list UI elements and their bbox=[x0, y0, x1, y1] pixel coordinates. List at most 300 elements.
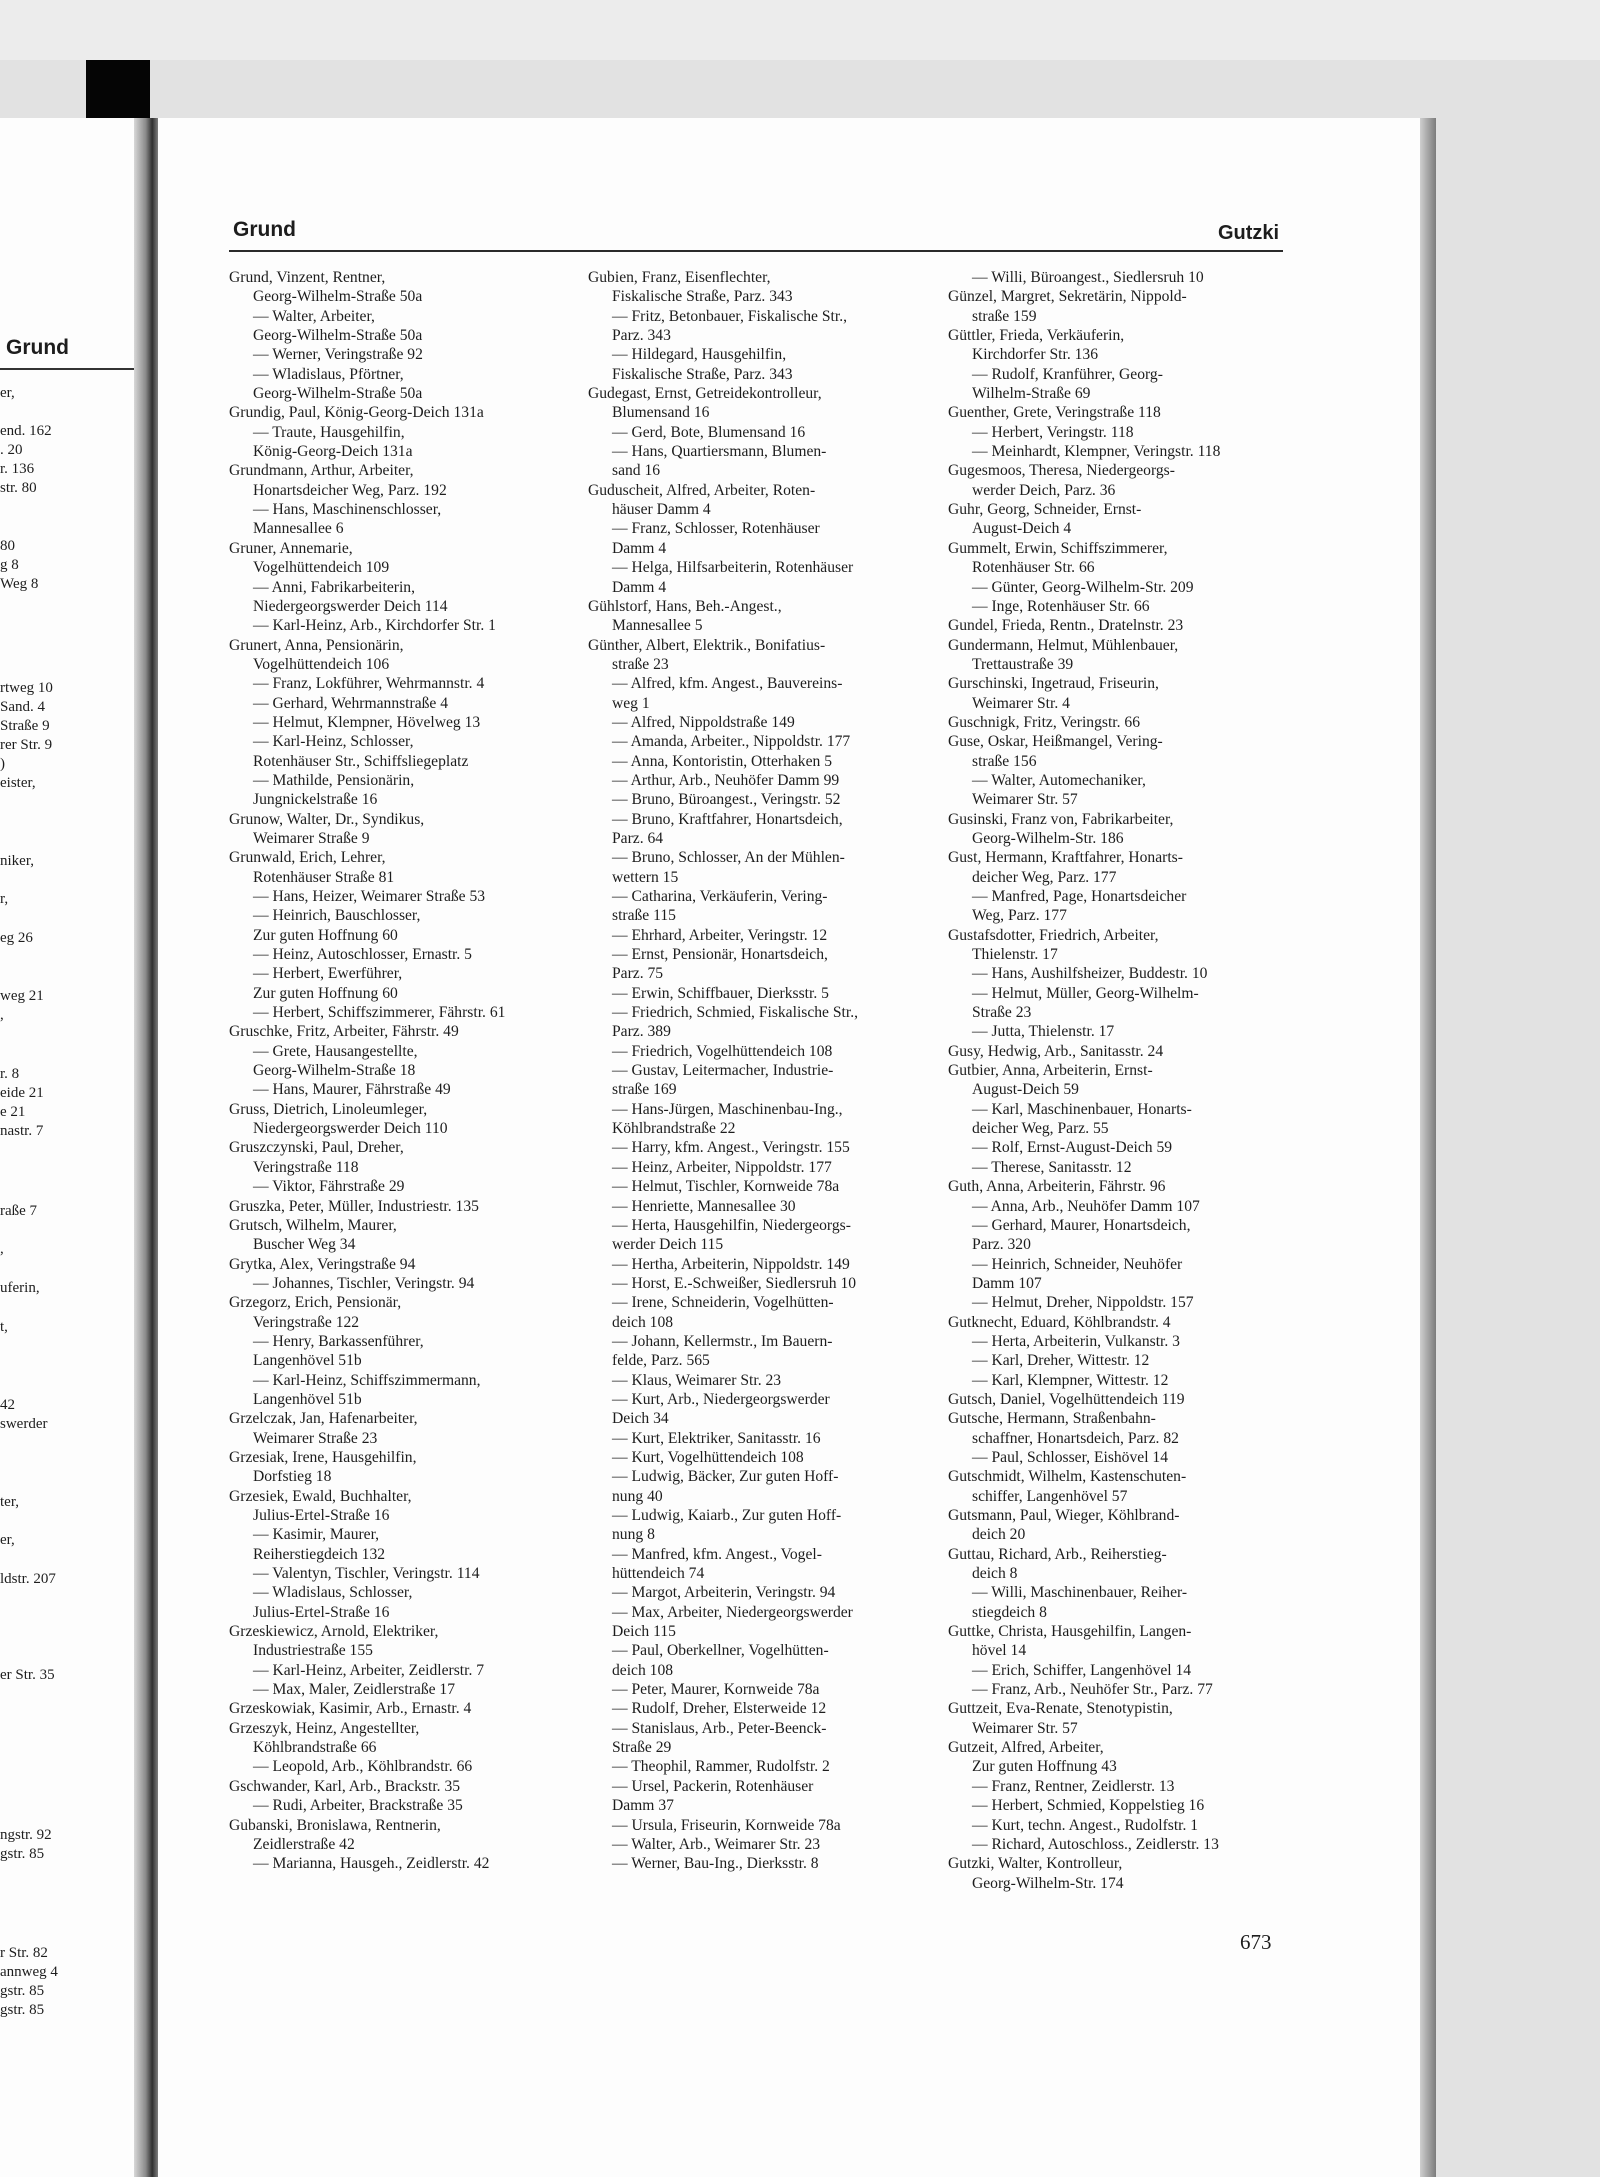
header-rule bbox=[229, 250, 1283, 252]
directory-entry-line: — Helmut, Klempner, Hövelweg 13 bbox=[253, 713, 481, 731]
directory-entry-line: straße 159 bbox=[972, 307, 1037, 325]
directory-entry-line: — Horst, E.-Schweißer, Siedlersruh 10 bbox=[612, 1274, 857, 1292]
directory-entry-line: — Rudolf, Dreher, Elsterweide 12 bbox=[612, 1700, 827, 1718]
directory-entry-line: Grzesiak, Irene, Hausgehilfin, bbox=[229, 1448, 417, 1466]
page-edge-shadow bbox=[1420, 118, 1436, 2177]
directory-entry-line: Güttler, Frieda, Verkäuferin, bbox=[948, 327, 1125, 345]
directory-entry-line: — Kasimir, Maurer, bbox=[253, 1526, 380, 1544]
directory-entry-line: Langenhövel 51b bbox=[253, 1352, 362, 1370]
directory-entry-line: — Herta, Arbeiterin, Vulkanstr. 3 bbox=[972, 1332, 1180, 1350]
previous-page-line: Sand. 4 bbox=[0, 699, 45, 715]
directory-entry-line: — Ursula, Friseurin, Kornweide 78a bbox=[612, 1816, 841, 1834]
directory-entry-line: — Inge, Rotenhäuser Str. 66 bbox=[972, 597, 1150, 615]
directory-entry-line: — Walter, Automechaniker, bbox=[972, 771, 1146, 789]
directory-entry-line: — Franz, Rentner, Zeidlerstr. 13 bbox=[972, 1777, 1175, 1795]
directory-entry-line: Parz. 320 bbox=[972, 1236, 1031, 1254]
directory-entry-line: — Friedrich, Schmied, Fiskalische Str., bbox=[612, 1004, 859, 1022]
directory-entry-line: — Catharina, Verkäuferin, Vering- bbox=[612, 888, 828, 905]
directory-entry-line: Grzeskowiak, Kasimir, Arb., Ernastr. 4 bbox=[229, 1700, 472, 1718]
directory-entry-line: Georg-Wilhelm-Str. 174 bbox=[972, 1874, 1124, 1892]
directory-entry-line: — Therese, Sanitasstr. 12 bbox=[972, 1158, 1132, 1176]
directory-entry-line: Gundel, Frieda, Rentn., Dratelnstr. 23 bbox=[948, 617, 1184, 635]
directory-entry-line: — Gustav, Leitermacher, Industrie- bbox=[612, 1062, 834, 1080]
running-header-right: Gutzki bbox=[1218, 222, 1280, 244]
directory-entry-line: — Gerhard, Wehrmannstraße 4 bbox=[253, 694, 449, 712]
previous-page-line: gstr. 85 bbox=[0, 1983, 45, 1999]
directory-entry-line: Guttzeit, Eva-Renate, Stenotypistin, bbox=[948, 1700, 1173, 1718]
directory-entry-line: Grunert, Anna, Pensionärin, bbox=[229, 636, 404, 654]
directory-entry-line: — Herbert, Schiffszimmerer, Fährstr. 61 bbox=[253, 1004, 506, 1022]
directory-entry-line: Deich 115 bbox=[612, 1623, 676, 1641]
directory-entry-line: Grund, Vinzent, Rentner, bbox=[229, 269, 386, 286]
directory-entry-line: Damm 107 bbox=[972, 1274, 1042, 1292]
directory-entry-line: — Gerd, Bote, Blumensand 16 bbox=[612, 423, 806, 441]
directory-entry-line: Dorfstieg 18 bbox=[253, 1468, 332, 1486]
directory-entry-line: — Karl, Klempner, Wittestr. 12 bbox=[972, 1371, 1169, 1389]
previous-page-fragment bbox=[0, 118, 148, 2177]
directory-entry-line: Georg-Wilhelm-Str. 186 bbox=[972, 829, 1124, 847]
directory-entry-line: — Rudolf, Kranführer, Georg- bbox=[972, 365, 1163, 383]
directory-entry-line: Gubien, Franz, Eisenflechter, bbox=[588, 269, 771, 286]
previous-page-line: er, bbox=[0, 1532, 15, 1548]
directory-entry-line: Gruszka, Peter, Müller, Industriestr. 135 bbox=[229, 1197, 479, 1215]
directory-entry-line: Weimarer Straße 9 bbox=[253, 829, 370, 847]
previous-page-line: annweg 4 bbox=[0, 1964, 58, 1980]
directory-entry-line: straße 169 bbox=[612, 1081, 677, 1099]
directory-entry-line: — Kurt, Vogelhüttendeich 108 bbox=[612, 1448, 804, 1466]
directory-entry-line: straße 115 bbox=[612, 907, 676, 925]
directory-entry-line: Weg, Parz. 177 bbox=[972, 907, 1067, 925]
directory-entry-line: wettern 15 bbox=[612, 868, 679, 886]
directory-entry-line: Guttau, Richard, Arb., Reiherstieg- bbox=[948, 1545, 1167, 1563]
directory-entry-line: Gummelt, Erwin, Schiffszimmerer, bbox=[948, 539, 1168, 557]
previous-page-line: rer Str. 9 bbox=[0, 737, 53, 753]
previous-page-line: ter, bbox=[0, 1494, 19, 1510]
directory-entry-line: Weimarer Str. 57 bbox=[972, 791, 1078, 809]
previous-page-line: r Str. 82 bbox=[0, 1945, 48, 1961]
previous-page-line: raße 7 bbox=[0, 1203, 38, 1219]
directory-entry-line: August-Deich 4 bbox=[972, 520, 1072, 538]
directory-entry-line: Zur guten Hoffnung 60 bbox=[253, 984, 398, 1002]
directory-entry-line: — Manfred, kfm. Angest., Vogel- bbox=[612, 1545, 822, 1563]
directory-entry-line: — Viktor, Fährstraße 29 bbox=[253, 1178, 405, 1196]
directory-entry-line: Honartsdeicher Weg, Parz. 192 bbox=[253, 481, 447, 499]
directory-entry-line: — Walter, Arbeiter, bbox=[253, 307, 375, 325]
previous-page-line: r, bbox=[0, 891, 9, 907]
directory-entry-line: Georg-Wilhelm-Straße 50a bbox=[253, 327, 423, 345]
directory-entry-line: — Gerhard, Maurer, Honartsdeich, bbox=[972, 1216, 1191, 1234]
directory-column-2 bbox=[588, 268, 922, 1874]
directory-entry-line: — Karl-Heinz, Schlosser, bbox=[253, 733, 414, 751]
directory-entry-line: straße 156 bbox=[972, 752, 1037, 770]
directory-entry-line: Rotenhäuser Str. 66 bbox=[972, 559, 1095, 577]
directory-entry-line: — Franz, Arb., Neuhöfer Str., Parz. 77 bbox=[972, 1681, 1213, 1699]
directory-entry-line: — Ludwig, Bäcker, Zur guten Hoff- bbox=[612, 1468, 839, 1486]
directory-entry-line: Gust, Hermann, Kraftfahrer, Honarts- bbox=[948, 849, 1183, 867]
directory-entry-line: Mannesallee 6 bbox=[253, 520, 344, 538]
directory-entry-line: schaffner, Honartsdeich, Parz. 82 bbox=[972, 1429, 1179, 1447]
directory-entry-line: Wilhelm-Straße 69 bbox=[972, 385, 1091, 403]
previous-page-line: niker, bbox=[0, 853, 34, 869]
directory-entry-line: Gundermann, Helmut, Mühlenbauer, bbox=[948, 636, 1179, 654]
directory-entry-line: Grzelczak, Jan, Hafenarbeiter, bbox=[229, 1410, 418, 1428]
directory-entry-line: Guse, Oskar, Heißmangel, Vering- bbox=[948, 733, 1163, 751]
directory-entry-line: Gutbier, Anna, Arbeiterin, Ernst- bbox=[948, 1062, 1153, 1080]
directory-entry-line: Trettaustraße 39 bbox=[972, 655, 1074, 673]
directory-entry-line: Grzeskiewicz, Arnold, Elektriker, bbox=[229, 1623, 439, 1641]
directory-entry-line: — Heinrich, Schneider, Neuhöfer bbox=[972, 1255, 1183, 1273]
directory-entry-line: — Hans, Heizer, Weimarer Straße 53 bbox=[253, 888, 486, 905]
directory-entry-line: Gutschmidt, Wilhelm, Kastenschuten- bbox=[948, 1468, 1187, 1486]
directory-entry-line: — Heinz, Autoschlosser, Ernastr. 5 bbox=[253, 946, 472, 964]
directory-entry-line: August-Deich 59 bbox=[972, 1081, 1079, 1099]
directory-entry-line: Gusinski, Franz von, Fabrikarbeiter, bbox=[948, 810, 1174, 828]
directory-entry-line: — Hertha, Arbeiterin, Nippoldstr. 149 bbox=[612, 1255, 850, 1273]
directory-entry-line: Gutsch, Daniel, Vogelhüttendeich 119 bbox=[948, 1390, 1185, 1408]
directory-entry-line: — Irene, Schneiderin, Vogelhütten- bbox=[612, 1294, 834, 1312]
directory-entry-line: — Theophil, Rammer, Rudolfstr. 2 bbox=[612, 1758, 830, 1776]
directory-entry-line: Georg-Wilhelm-Straße 18 bbox=[253, 1062, 416, 1080]
directory-entry-line: Gruner, Annemarie, bbox=[229, 539, 353, 557]
directory-entry-line: — Günter, Georg-Wilhelm-Str. 209 bbox=[972, 578, 1194, 596]
directory-entry-line: — Richard, Autoschloss., Zeidlerstr. 13 bbox=[972, 1835, 1219, 1853]
previous-page-header: Grund bbox=[6, 336, 69, 359]
directory-entry-line: — Marianna, Hausgeh., Zeidlerstr. 42 bbox=[253, 1855, 490, 1873]
directory-entry-line: — Traute, Hausgehilfin, bbox=[253, 423, 405, 441]
running-header-left: Grund bbox=[233, 218, 296, 241]
previous-page-line: t, bbox=[0, 1319, 8, 1335]
directory-entry-line: deicher Weg, Parz. 177 bbox=[972, 868, 1117, 886]
directory-entry-line: — Ehrhard, Arbeiter, Veringstr. 12 bbox=[612, 926, 828, 944]
directory-entry-line: Grunow, Walter, Dr., Syndikus, bbox=[229, 810, 425, 828]
previous-page-line: ldstr. 207 bbox=[0, 1571, 56, 1587]
directory-entry-line: Julius-Ertel-Straße 16 bbox=[253, 1603, 390, 1621]
directory-entry-line: — Hildegard, Hausgehilfin, bbox=[612, 346, 787, 364]
directory-entry-line: Weimarer Straße 23 bbox=[253, 1429, 378, 1447]
directory-entry-line: Straße 29 bbox=[612, 1739, 672, 1757]
directory-entry-line: Gurschinski, Ingetraud, Friseurin, bbox=[948, 675, 1159, 693]
directory-entry-line: Jungnickelstraße 16 bbox=[253, 791, 378, 809]
directory-entry-line: — Ursel, Packerin, Rotenhäuser bbox=[612, 1777, 814, 1795]
previous-page-line: 80 bbox=[0, 538, 15, 554]
directory-entry-line: — Herbert, Schmied, Koppelstieg 16 bbox=[972, 1797, 1205, 1815]
directory-column-3 bbox=[948, 268, 1284, 1893]
directory-entry-line: Guduscheit, Alfred, Arbeiter, Roten- bbox=[588, 481, 816, 499]
directory-entry-line: Gschwander, Karl, Arb., Brackstr. 35 bbox=[229, 1777, 461, 1795]
directory-entry-line: — Wladislaus, Pförtner, bbox=[253, 365, 404, 383]
directory-entry-line: Gutzeit, Alfred, Arbeiter, bbox=[948, 1739, 1104, 1757]
directory-entry-line: — Karl-Heinz, Arbeiter, Zeidlerstr. 7 bbox=[253, 1661, 485, 1679]
directory-entry-line: Gutknecht, Eduard, Köhlbrandstr. 4 bbox=[948, 1313, 1171, 1331]
directory-entry-line: Grundig, Paul, König-Georg-Deich 131a bbox=[229, 404, 484, 422]
directory-entry-line: — Manfred, Page, Honartsdeicher bbox=[972, 888, 1187, 905]
directory-entry-line: Grunwald, Erich, Lehrer, bbox=[229, 849, 386, 867]
directory-entry-line: Gruszczynski, Paul, Dreher, bbox=[229, 1139, 404, 1157]
book-binding bbox=[86, 60, 150, 122]
directory-entry-line: — Grete, Hausangestellte, bbox=[253, 1042, 418, 1060]
previous-page-line: r. 136 bbox=[0, 461, 35, 477]
previous-page-line: gstr. 85 bbox=[0, 1846, 45, 1862]
directory-entry-line: — Werner, Veringstraße 92 bbox=[253, 346, 423, 364]
previous-page-line: , bbox=[0, 1007, 4, 1023]
directory-entry-line: Thielenstr. 17 bbox=[972, 946, 1058, 964]
directory-entry-line: — Max, Maler, Zeidlerstraße 17 bbox=[253, 1681, 456, 1699]
directory-entry-line: Grzeszyk, Heinz, Angestellter, bbox=[229, 1719, 420, 1737]
directory-entry-line: Köhlbrandstraße 66 bbox=[253, 1739, 377, 1757]
directory-entry-line: Weimarer Str. 4 bbox=[972, 694, 1070, 712]
directory-entry-line: Vogelhüttendeich 109 bbox=[253, 559, 390, 577]
previous-page-line: Straße 9 bbox=[0, 718, 50, 734]
directory-entry-line: — Paul, Schlosser, Eishövel 14 bbox=[972, 1448, 1169, 1466]
directory-entry-line: Damm 37 bbox=[612, 1797, 674, 1815]
directory-entry-line: — Karl, Maschinenbauer, Honarts- bbox=[972, 1100, 1192, 1118]
previous-page-line: 42 bbox=[0, 1397, 15, 1413]
directory-entry-line: straße 23 bbox=[612, 655, 669, 673]
directory-entry-line: weg 1 bbox=[612, 694, 650, 712]
directory-entry-line: deich 108 bbox=[612, 1661, 674, 1679]
directory-entry-line: werder Deich 115 bbox=[612, 1236, 724, 1254]
previous-page-line: , bbox=[0, 1241, 4, 1257]
directory-entry-line: — Johannes, Tischler, Veringstr. 94 bbox=[253, 1274, 475, 1292]
previous-page-line: str. 80 bbox=[0, 480, 37, 496]
directory-entry-line: Fiskalische Straße, Parz. 343 bbox=[612, 288, 793, 306]
directory-entry-line: — Kurt, Arb., Niedergeorgswerder bbox=[612, 1390, 830, 1408]
directory-entry-line: — Hans, Quartiersmann, Blumen- bbox=[612, 443, 827, 461]
directory-entry-line: — Heinz, Arbeiter, Nippoldstr. 177 bbox=[612, 1158, 832, 1176]
directory-entry-line: — Jutta, Thielenstr. 17 bbox=[972, 1023, 1115, 1041]
directory-entry-line: Niedergeorgswerder Deich 110 bbox=[253, 1120, 448, 1138]
directory-entry-line: Reiherstiegdeich 132 bbox=[253, 1545, 386, 1563]
directory-entry-line: — Anna, Arb., Neuhöfer Damm 107 bbox=[972, 1197, 1200, 1215]
directory-entry-line: Grutsch, Wilhelm, Maurer, bbox=[229, 1216, 397, 1234]
directory-entry-line: Vogelhüttendeich 106 bbox=[253, 655, 390, 673]
directory-entry-line: — Herbert, Ewerführer, bbox=[253, 965, 403, 983]
directory-entry-line: Grzesiek, Ewald, Buchhalter, bbox=[229, 1487, 412, 1505]
directory-entry-line: — Meinhardt, Klempner, Veringstr. 118 bbox=[972, 443, 1221, 461]
directory-entry-line: Weimarer Str. 57 bbox=[972, 1719, 1078, 1737]
directory-entry-line: Zur guten Hoffnung 43 bbox=[972, 1758, 1117, 1776]
directory-entry-line: — Friedrich, Vogelhüttendeich 108 bbox=[612, 1042, 833, 1060]
directory-entry-line: Zeidlerstraße 42 bbox=[253, 1835, 355, 1853]
directory-entry-line: Rotenhäuser Straße 81 bbox=[253, 868, 395, 886]
directory-entry-line: — Hans-Jürgen, Maschinenbau-Ing., bbox=[612, 1100, 843, 1118]
directory-entry-line: — Willi, Maschinenbauer, Reiher- bbox=[972, 1584, 1188, 1602]
previous-page-line: end. 162 bbox=[0, 423, 52, 439]
directory-entry-line: — Bruno, Schlosser, An der Mühlen- bbox=[612, 849, 845, 867]
directory-entry-line: — Ernst, Pensionär, Honartsdeich, bbox=[612, 946, 828, 964]
directory-entry-line: — Karl, Dreher, Wittestr. 12 bbox=[972, 1352, 1150, 1370]
directory-entry-line: hövel 14 bbox=[972, 1642, 1027, 1660]
previous-page-line: uferin, bbox=[0, 1280, 40, 1296]
directory-entry-line: Kirchdorfer Str. 136 bbox=[972, 346, 1099, 364]
directory-entry-line: Industriestraße 155 bbox=[253, 1642, 373, 1660]
directory-entry-line: hüttendeich 74 bbox=[612, 1565, 705, 1583]
directory-entry-line: Gutsche, Hermann, Straßenbahn- bbox=[948, 1410, 1156, 1428]
directory-entry-line: — Henriette, Mannesallee 30 bbox=[612, 1197, 796, 1215]
directory-entry-line: — Arthur, Arb., Neuhöfer Damm 99 bbox=[612, 771, 840, 789]
directory-entry-line: werder Deich, Parz. 36 bbox=[972, 481, 1116, 499]
directory-entry-line: — Karl-Heinz, Arb., Kirchdorfer Str. 1 bbox=[253, 617, 496, 635]
directory-entry-line: Straße 23 bbox=[972, 1004, 1032, 1022]
directory-entry-line: — Karl-Heinz, Schiffszimmermann, bbox=[253, 1371, 481, 1389]
directory-entry-line: Zur guten Hoffnung 60 bbox=[253, 926, 398, 944]
directory-entry-line: Deich 34 bbox=[612, 1410, 669, 1428]
directory-entry-line: — Kurt, Elektriker, Sanitasstr. 16 bbox=[612, 1429, 821, 1447]
previous-page-line: g 8 bbox=[0, 557, 19, 573]
directory-entry-line: — Hans, Maurer, Fährstraße 49 bbox=[253, 1081, 451, 1099]
directory-entry-line: — Harry, kfm. Angest., Veringstr. 155 bbox=[612, 1139, 850, 1157]
directory-entry-line: häuser Damm 4 bbox=[612, 501, 711, 519]
directory-entry-line: Guschnigk, Fritz, Veringstr. 66 bbox=[948, 713, 1141, 731]
previous-page-line: eister, bbox=[0, 775, 36, 791]
directory-entry-line: Guth, Anna, Arbeiterin, Fährstr. 96 bbox=[948, 1178, 1166, 1196]
previous-page-line: nastr. 7 bbox=[0, 1123, 44, 1139]
page-number: 673 bbox=[1240, 1930, 1272, 1954]
previous-page-line: eide 21 bbox=[0, 1085, 44, 1101]
directory-entry-line: Gugesmoos, Theresa, Niedergeorgs- bbox=[948, 462, 1175, 480]
directory-entry-line: — Heinrich, Bauschlosser, bbox=[253, 907, 421, 925]
directory-entry-line: Günzel, Margret, Sekretärin, Nippold- bbox=[948, 288, 1187, 306]
directory-entry-line: Gühlstorf, Hans, Beh.-Angest., bbox=[588, 597, 782, 615]
directory-entry-line: Blumensand 16 bbox=[612, 404, 710, 422]
directory-entry-line: Veringstraße 122 bbox=[253, 1313, 360, 1331]
directory-column-1 bbox=[229, 268, 559, 1874]
previous-page-line: Weg 8 bbox=[0, 576, 39, 592]
directory-entry-line: König-Georg-Deich 131a bbox=[253, 443, 413, 461]
previous-page-line: e 21 bbox=[0, 1104, 26, 1120]
directory-entry-line: — Rudi, Arbeiter, Brackstraße 35 bbox=[253, 1797, 463, 1815]
directory-entry-line: Damm 4 bbox=[612, 539, 667, 557]
directory-entry-line: — Erich, Schiffer, Langenhövel 14 bbox=[972, 1661, 1192, 1679]
directory-entry-line: stiegdeich 8 bbox=[972, 1603, 1047, 1621]
previous-page-line: eg 26 bbox=[0, 930, 33, 946]
directory-entry-line: — Walter, Arb., Weimarer Str. 23 bbox=[612, 1835, 821, 1853]
previous-page-line: er, bbox=[0, 385, 15, 401]
directory-entry-line: — Paul, Oberkellner, Vogelhütten- bbox=[612, 1642, 829, 1660]
directory-entry-line: Gustafsdotter, Friedrich, Arbeiter, bbox=[948, 926, 1159, 944]
directory-entry-line: Langenhövel 51b bbox=[253, 1390, 362, 1408]
directory-entry-line: deich 8 bbox=[972, 1565, 1018, 1583]
directory-entry-line: Parz. 64 bbox=[612, 829, 664, 847]
directory-entry-line: — Alfred, Nippoldstraße 149 bbox=[612, 713, 795, 731]
directory-entry-line: — Wladislaus, Schlosser, bbox=[253, 1584, 413, 1602]
previous-page-line: ) bbox=[0, 756, 5, 772]
directory-entry-line: — Franz, Schlosser, Rotenhäuser bbox=[612, 520, 820, 538]
directory-entry-line: — Hans, Maschinenschlosser, bbox=[253, 501, 442, 519]
directory-entry-line: — Stanislaus, Arb., Peter-Beenck- bbox=[612, 1719, 827, 1737]
directory-entry-line: — Fritz, Betonbauer, Fiskalische Str., bbox=[612, 307, 847, 325]
previous-page-line: ngstr. 92 bbox=[0, 1827, 52, 1843]
directory-entry-line: Guhr, Georg, Schneider, Ernst- bbox=[948, 501, 1142, 519]
directory-entry-line: Parz. 75 bbox=[612, 965, 664, 983]
directory-entry-line: — Erwin, Schiffbauer, Dierksstr. 5 bbox=[612, 984, 829, 1002]
previous-page-rule bbox=[0, 368, 140, 370]
directory-entry-line: Gruss, Dietrich, Linoleumleger, bbox=[229, 1100, 428, 1118]
directory-entry-line: Parz. 343 bbox=[612, 327, 671, 345]
directory-entry-line: Gudegast, Ernst, Getreidekontrolleur, bbox=[588, 385, 822, 403]
directory-entry-line: Georg-Wilhelm-Straße 50a bbox=[253, 385, 423, 403]
directory-entry-line: Mannesallee 5 bbox=[612, 617, 703, 635]
directory-entry-line: Grundmann, Arthur, Arbeiter, bbox=[229, 462, 414, 480]
directory-entry-line: — Helga, Hilfsarbeiterin, Rotenhäuser bbox=[612, 559, 854, 577]
directory-entry-line: deicher Weg, Parz. 55 bbox=[972, 1120, 1109, 1138]
previous-page-line: r. 8 bbox=[0, 1066, 20, 1082]
gutter-shadow bbox=[134, 118, 160, 2177]
directory-entry-line: — Johann, Kellermstr., Im Bauern- bbox=[612, 1332, 833, 1350]
previous-page-line: rtweg 10 bbox=[0, 680, 53, 696]
directory-entry-line: Grzegorz, Erich, Pensionär, bbox=[229, 1294, 402, 1312]
directory-entry-line: — Willi, Büroangest., Siedlersruh 10 bbox=[972, 269, 1204, 286]
directory-entry-line: Rotenhäuser Str., Schiffsliegeplatz bbox=[253, 752, 469, 770]
directory-entry-line: Gruschke, Fritz, Arbeiter, Fährstr. 49 bbox=[229, 1023, 459, 1041]
directory-entry-line: — Helmut, Müller, Georg-Wilhelm- bbox=[972, 984, 1199, 1002]
directory-entry-line: — Herta, Hausgehilfin, Niedergeorgs- bbox=[612, 1216, 851, 1234]
directory-entry-line: — Valentyn, Tischler, Veringstr. 114 bbox=[253, 1565, 480, 1583]
directory-entry-line: Damm 4 bbox=[612, 578, 667, 596]
directory-entry-line: — Ludwig, Kaiarb., Zur guten Hoff- bbox=[612, 1507, 842, 1524]
directory-entry-line: Buscher Weg 34 bbox=[253, 1236, 356, 1254]
directory-entry-line: schiffer, Langenhövel 57 bbox=[972, 1487, 1128, 1505]
directory-entry-line: — Rolf, Ernst-August-Deich 59 bbox=[972, 1139, 1173, 1157]
directory-entry-line: Georg-Wilhelm-Straße 50a bbox=[253, 288, 423, 306]
directory-entry-line: — Kurt, techn. Angest., Rudolfstr. 1 bbox=[972, 1816, 1199, 1834]
directory-entry-line: deich 108 bbox=[612, 1313, 674, 1331]
directory-entry-line: Grytka, Alex, Veringstraße 94 bbox=[229, 1255, 416, 1273]
directory-entry-line: Julius-Ertel-Straße 16 bbox=[253, 1507, 390, 1524]
directory-entry-line: — Amanda, Arbeiter., Nippoldstr. 177 bbox=[612, 733, 851, 751]
directory-entry-line: — Peter, Maurer, Kornweide 78a bbox=[612, 1681, 820, 1699]
directory-entry-line: Gusy, Hedwig, Arb., Sanitasstr. 24 bbox=[948, 1042, 1164, 1060]
directory-entry-line: nung 40 bbox=[612, 1487, 663, 1505]
directory-entry-line: — Bruno, Kraftfahrer, Honartsdeich, bbox=[612, 810, 843, 828]
directory-entry-line: — Bruno, Büroangest., Veringstr. 52 bbox=[612, 791, 841, 809]
directory-entry-line: Gubanski, Bronislawa, Rentnerin, bbox=[229, 1816, 441, 1834]
directory-entry-line: — Klaus, Weimarer Str. 23 bbox=[612, 1371, 782, 1389]
previous-page-line: weg 21 bbox=[0, 988, 44, 1004]
directory-entry-line: Fiskalische Straße, Parz. 343 bbox=[612, 365, 793, 383]
directory-entry-line: Guttke, Christa, Hausgehilfin, Langen- bbox=[948, 1623, 1192, 1641]
directory-entry-line: Gutzki, Walter, Kontrolleur, bbox=[948, 1855, 1123, 1873]
directory-entry-line: — Leopold, Arb., Köhlbrandstr. 66 bbox=[253, 1758, 473, 1776]
directory-entry-line: — Anna, Kontoristin, Otterhaken 5 bbox=[612, 752, 833, 770]
directory-entry-line: Niedergeorgswerder Deich 114 bbox=[253, 597, 448, 615]
directory-entry-line: sand 16 bbox=[612, 462, 661, 480]
directory-entry-line: Günther, Albert, Elektrik., Bonifatius- bbox=[588, 636, 826, 654]
directory-entry-line: felde, Parz. 565 bbox=[612, 1352, 710, 1370]
directory-entry-line: — Helmut, Tischler, Kornweide 78a bbox=[612, 1178, 840, 1196]
directory-entry-line: — Margot, Arbeiterin, Veringstr. 94 bbox=[612, 1584, 836, 1602]
directory-entry-line: Guenther, Grete, Veringstraße 118 bbox=[948, 404, 1161, 422]
previous-page-line: swerder bbox=[0, 1416, 48, 1432]
directory-entry-line: — Franz, Lokführer, Wehrmannstr. 4 bbox=[253, 675, 485, 693]
directory-entry-line: Gutsmann, Paul, Wieger, Köhlbrand- bbox=[948, 1507, 1180, 1524]
directory-entry-line: — Helmut, Dreher, Nippoldstr. 157 bbox=[972, 1294, 1194, 1312]
directory-entry-line: — Hans, Aushilfsheizer, Buddestr. 10 bbox=[972, 965, 1208, 983]
directory-entry-line: deich 20 bbox=[972, 1526, 1026, 1544]
directory-entry-line: — Alfred, kfm. Angest., Bauvereins- bbox=[612, 675, 843, 693]
directory-entry-line: — Mathilde, Pensionärin, bbox=[253, 771, 415, 789]
directory-entry-line: nung 8 bbox=[612, 1526, 655, 1544]
previous-page-line: . 20 bbox=[0, 442, 23, 458]
directory-entry-line: — Herbert, Veringstr. 118 bbox=[972, 423, 1134, 441]
directory-entry-line: — Henry, Barkassenführer, bbox=[253, 1332, 424, 1350]
directory-entry-line: Parz. 389 bbox=[612, 1023, 671, 1041]
directory-entry-line: — Max, Arbeiter, Niedergeorgswerder bbox=[612, 1603, 853, 1621]
directory-entry-line: — Werner, Bau-Ing., Dierksstr. 8 bbox=[612, 1855, 819, 1873]
previous-page-line: er Str. 35 bbox=[0, 1667, 55, 1683]
previous-page-line: gstr. 85 bbox=[0, 2002, 45, 2018]
directory-entry-line: — Anni, Fabrikarbeiterin, bbox=[253, 578, 415, 596]
